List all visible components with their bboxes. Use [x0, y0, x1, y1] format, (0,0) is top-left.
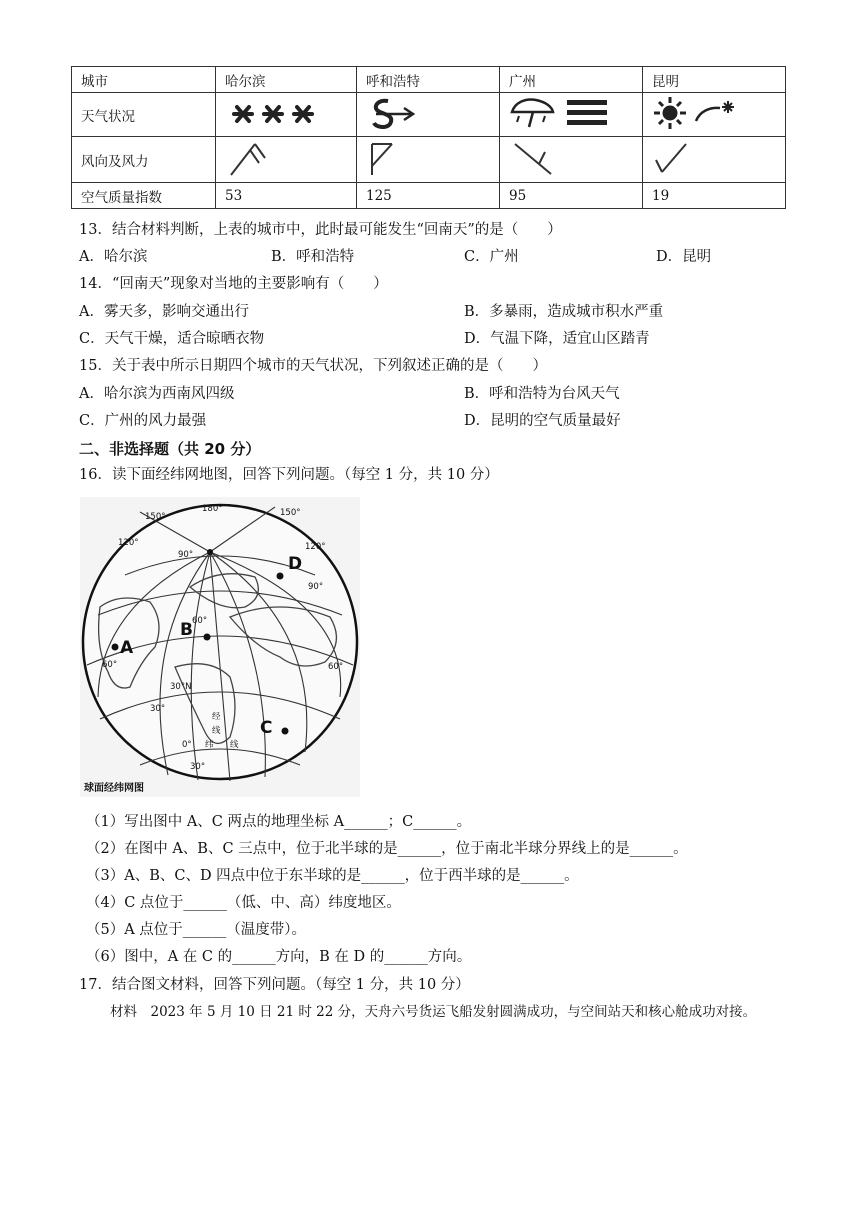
row-label: 风向及风力 [72, 137, 216, 183]
row-label: 天气状况 [72, 93, 216, 137]
q13-option-b: B．呼和浩特 [271, 249, 355, 265]
graticule-map [80, 497, 360, 797]
q13-option-c: C．广州 [464, 249, 519, 265]
table-header-row [72, 67, 786, 93]
weather-table [71, 66, 786, 209]
graticule-label: 30°N [170, 682, 192, 692]
graticule-label: 60° [192, 616, 208, 626]
question-16-stem: 16．读下面经纬网地图，回答下列问题。（每空 1 分，共 10 分） [79, 467, 499, 483]
wind-barb-icon [366, 138, 416, 178]
typhoon-icon [366, 95, 426, 131]
wind-barb-icon [652, 138, 712, 178]
q14-option-b: B．多暴雨，造成城市积水严重 [464, 304, 664, 320]
q16-subquestion-2: （2）在图中 A、B、C 三点中，位于北半球的是______，位于南北半球分界线上的是______。 [86, 841, 688, 857]
wind-cell [500, 137, 643, 183]
q16-subquestion-3: （3）A、B、C、D 四点中位于东半球的是______，位于西半球的是______。 [86, 868, 579, 884]
point-b-label: B [180, 620, 193, 640]
graticule-label: 60° [328, 662, 344, 672]
q13-option-a: A．哈尔滨 [79, 249, 148, 265]
aqi-value: 19 [643, 183, 786, 209]
question-14-stem: 14．“回南天”现象对当地的主要影响有（ ） [79, 276, 388, 292]
graticule-label: 30° [190, 762, 206, 772]
q15-option-a: A．哈尔滨为西南风四级 [79, 386, 235, 402]
question-15-stem: 15．关于表中所示日期四个城市的天气状况，下列叙述正确的是（ ） [79, 358, 547, 374]
point-a-label: A [120, 638, 134, 658]
graticule-label: 线 [212, 726, 221, 736]
weather-cell [357, 93, 500, 137]
q14-option-a: A．雾天多，影响交通出行 [79, 304, 249, 320]
table-row-aqi [72, 183, 786, 209]
aqi-value: 53 [216, 183, 357, 209]
question-13-stem: 13．结合材料判断，上表的城市中，此时最可能发生“回南天”的是（ ） [79, 222, 562, 238]
q15-option-d: D．昆明的空气质量最好 [464, 413, 621, 429]
shower-and-fog-icon [509, 95, 619, 131]
point-d-label: D [288, 554, 303, 574]
q16-subquestion-1: （1）写出图中 A、C 两点的地理坐标 A______；C______。 [86, 814, 472, 830]
wind-cell [357, 137, 500, 183]
q15-option-b: B．呼和浩特为台风天气 [464, 386, 620, 402]
question-17-stem: 17．结合图文材料，回答下列问题。（每空 1 分，共 10 分） [79, 977, 470, 993]
wind-cell [643, 137, 786, 183]
point-c-label: C [260, 718, 273, 738]
graticule-label: 60° [102, 660, 118, 670]
q13-option-d: D．昆明 [656, 249, 712, 265]
graticule-label: 经 [212, 712, 221, 722]
graticule-label: 120° [118, 538, 139, 548]
aqi-value: 125 [357, 183, 500, 209]
wind-barb-icon [509, 138, 569, 178]
q14-option-d: D．气温下降，适宜山区踏青 [464, 331, 650, 347]
graticule-label: 90° [178, 550, 194, 560]
graticule-label: 0° [182, 740, 192, 750]
sunny-turning-cloudy-icon [652, 95, 762, 131]
aqi-value: 95 [500, 183, 643, 209]
graticule-label: 150° [145, 512, 166, 522]
map-caption: 球面经纬网图 [84, 783, 144, 794]
q16-subquestion-5: （5）A 点位于______（温度带）。 [86, 922, 307, 938]
weather-cell [500, 93, 643, 137]
q15-option-c: C．广州的风力最强 [79, 413, 207, 429]
weather-cell [643, 93, 786, 137]
graticule-label: 线 [230, 740, 239, 750]
weather-cell [216, 93, 357, 137]
table-row-wind [72, 137, 786, 183]
wind-barb-icon [225, 138, 285, 178]
table-row-weather [72, 93, 786, 137]
q17-material-text: 材料 2023 年 5 月 10 日 21 时 22 分，天舟六号货运飞船发射圆满成功，与空间站天和核心舱成功对接。 [110, 1004, 757, 1020]
graticule-label: 30° [150, 704, 166, 714]
snow-icon [225, 95, 335, 131]
graticule-label: 150° [280, 508, 301, 518]
header-cell: 城市 [72, 67, 216, 93]
header-cell: 呼和浩特 [357, 67, 500, 93]
row-label: 空气质量指数 [72, 183, 216, 209]
graticule-label: 90° [308, 582, 324, 592]
q14-option-c: C．天气干燥，适合晾晒衣物 [79, 331, 265, 347]
globe-figure [80, 497, 360, 797]
wind-cell [216, 137, 357, 183]
section-heading: 二、非选择题（共 20 分） [79, 440, 261, 458]
header-cell: 广州 [500, 67, 643, 93]
q16-subquestion-4: （4）C 点位于______（低、中、高）纬度地区。 [86, 895, 401, 911]
header-cell: 昆明 [643, 67, 786, 93]
graticule-label: 纬 [205, 740, 214, 750]
q16-subquestion-6: （6）图中，A 在 C 的______方向，B 在 D 的______方向。 [86, 949, 472, 965]
graticule-label: 120° [305, 542, 326, 552]
header-cell: 哈尔滨 [216, 67, 357, 93]
graticule-label: 180° [202, 504, 223, 514]
